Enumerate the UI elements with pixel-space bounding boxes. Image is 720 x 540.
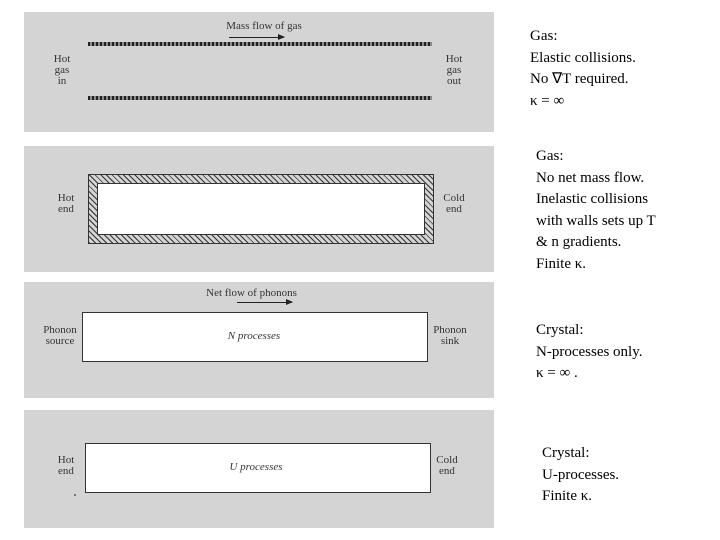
phonon-sink-label: Phonon sink (433, 324, 467, 347)
pipe-bottom-wall (88, 96, 432, 100)
caption-gas-elastic: Gas: Elastic collisions. No ∇T required. κ = ∞ (530, 28, 636, 109)
cold-end-label: Cold end (436, 454, 458, 477)
hot-end-label: Hot end (57, 454, 75, 477)
hot-gas-in-label: Hot gas in (53, 53, 71, 87)
panel-gas-closed-box (24, 146, 494, 272)
hot-gas-out-label: Hot gas out (445, 53, 463, 87)
caption-gas-inelastic: Gas: No net mass flow. Inelastic collisions with walls sets up T & n gradients. Finite κ. (536, 148, 656, 272)
panel-gas-mass-flow (24, 12, 494, 132)
caption-crystal-n-processes: Crystal: N-processes only. κ = ∞ . (536, 322, 643, 381)
phonon-source-label: Phonon source (43, 324, 77, 347)
panel-crystal-u-processes (24, 410, 494, 528)
speck (74, 494, 76, 496)
container-interior (97, 183, 425, 235)
pipe-top-wall (88, 42, 432, 46)
cold-end-label: Cold end (443, 192, 465, 215)
n-processes-label: N processes (227, 330, 281, 342)
hot-end-label: Hot end (57, 192, 75, 215)
mass-flow-label: Mass flow of gas (226, 20, 302, 32)
panel-crystal-n-processes (24, 282, 494, 398)
caption-crystal-u-processes: Crystal: U-processes. Finite κ. (542, 445, 620, 504)
phonon-flow-arrow (237, 302, 292, 303)
net-phonon-flow-label: Net flow of phonons (206, 287, 297, 299)
mass-flow-arrow (229, 37, 284, 38)
u-processes-label: U processes (229, 461, 283, 473)
